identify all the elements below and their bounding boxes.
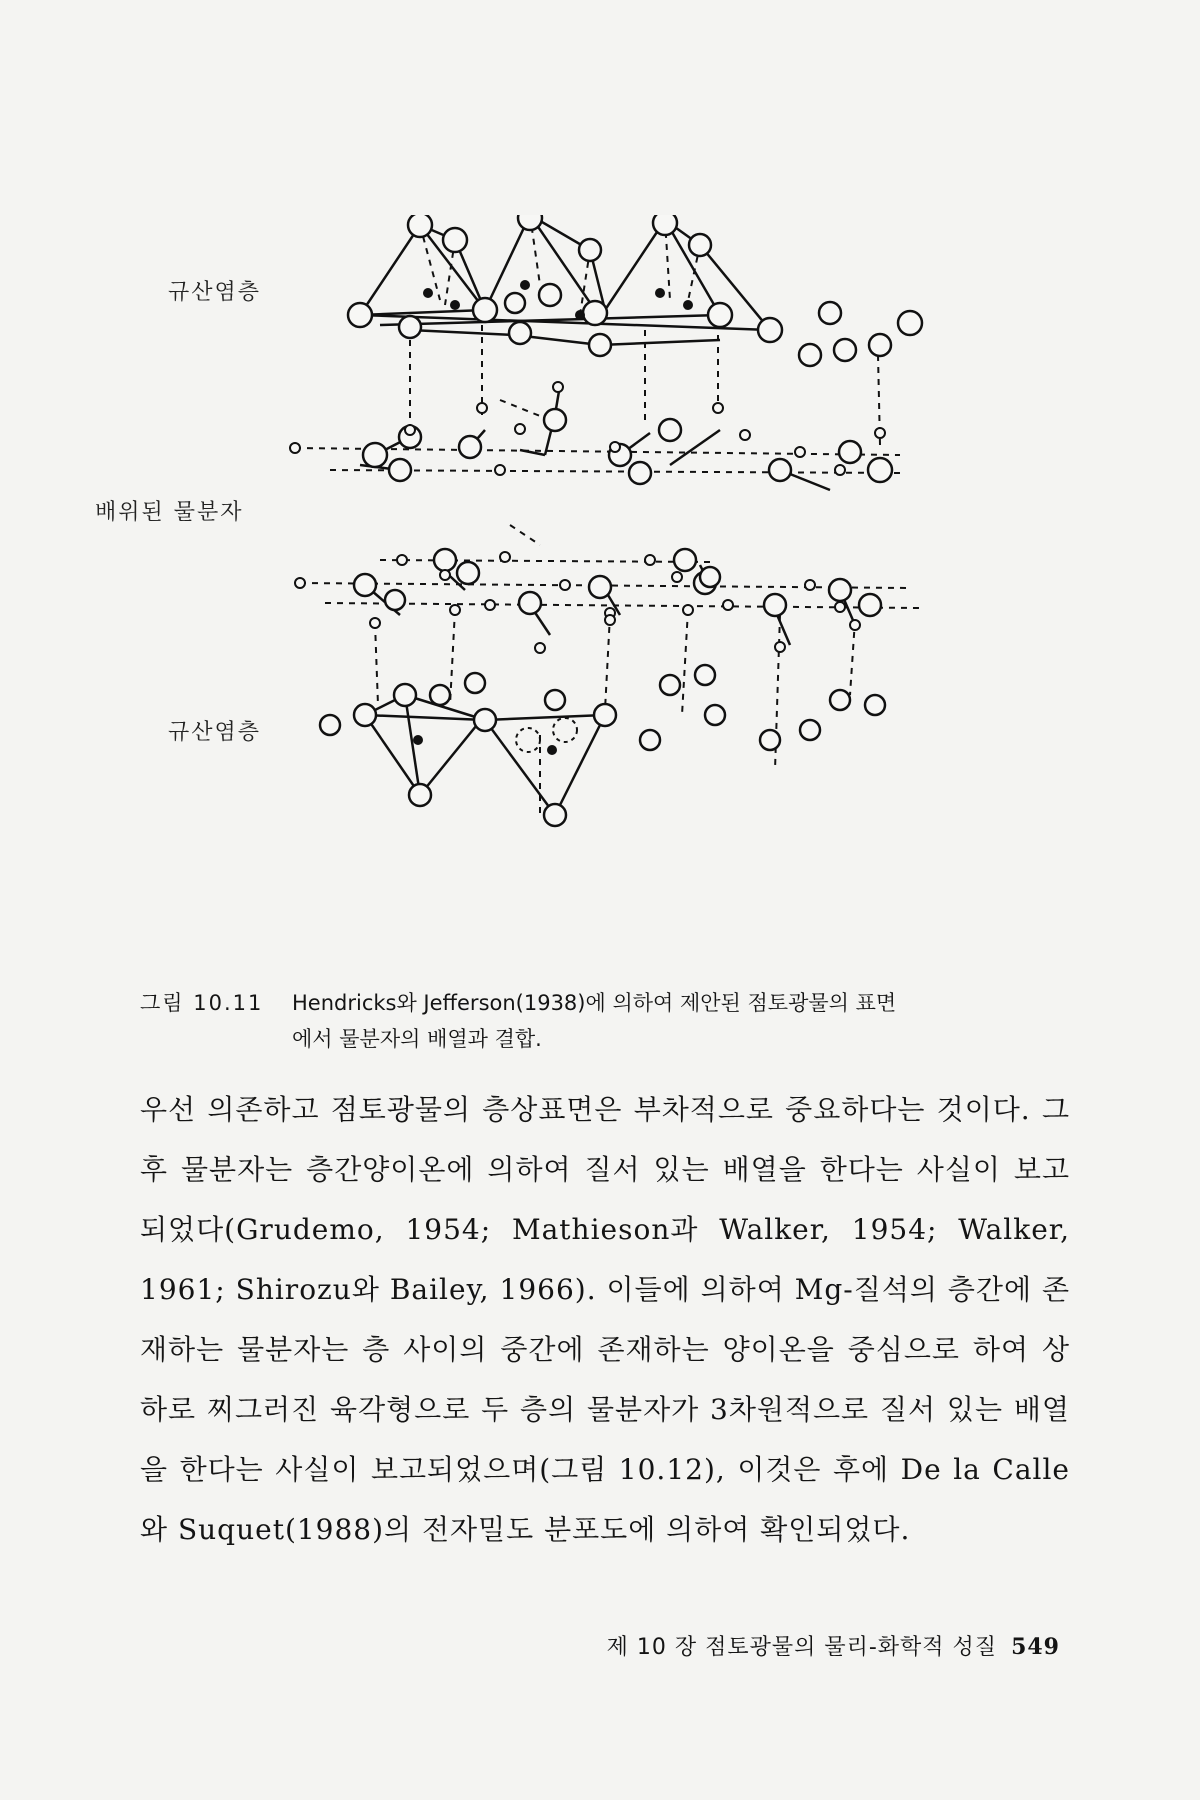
- running-footer-chapter: 제 10 장 점토광물의 물리-화학적 성질: [606, 1635, 998, 1660]
- page-footer: [520, 1630, 1060, 1661]
- label-top-silicate: 규산염층: [168, 280, 262, 305]
- caption-line-1: Hendricks와 Jefferson(1938)에 의하여 제안된 점토광물의 표면: [292, 991, 897, 1015]
- figure-caption: [140, 985, 1080, 1057]
- caption-line-2: 에서 물분자의 배열과 결합.: [292, 1027, 542, 1051]
- label-coordinated-water: 배위된 물분자: [95, 500, 244, 525]
- figure-10-11: [95, 215, 1060, 975]
- caption-number: 그림 10.11: [140, 991, 264, 1015]
- body-paragraph: 우선 의존하고 점토광물의 층상표면은 부차적으로 중요하다는 것이다. 그 후 물분자는 층간양이온에 의하여 질서 있는 배열을 한다는 사실이 보고되었다(Grudemo, 1954; Mathieson과 Walker, 1954; Walker, 1961; Shirozu와 Bailey, 1966). 이들에 의하여 Mg-질석의 층간에 존재하는 물분자는 층 사이의 중간에 존재하는 양이온을 중심으로 하여 상하로 찌그러진 육각형으로 두 층의 물분자가 3차원적으로 질서 있는 배열을 한다는 사실이 보고되었으며(그림 10.12), 이것은 후에 De la Calle와 Suquet(1988)의 전자밀도 분포도에 의하여 확인되었다.: [140, 1093, 1070, 1546]
- molecular-diagram: [110, 215, 1060, 975]
- label-bottom-silicate: 규산염층: [168, 720, 262, 745]
- page-number: 549: [1011, 1634, 1060, 1660]
